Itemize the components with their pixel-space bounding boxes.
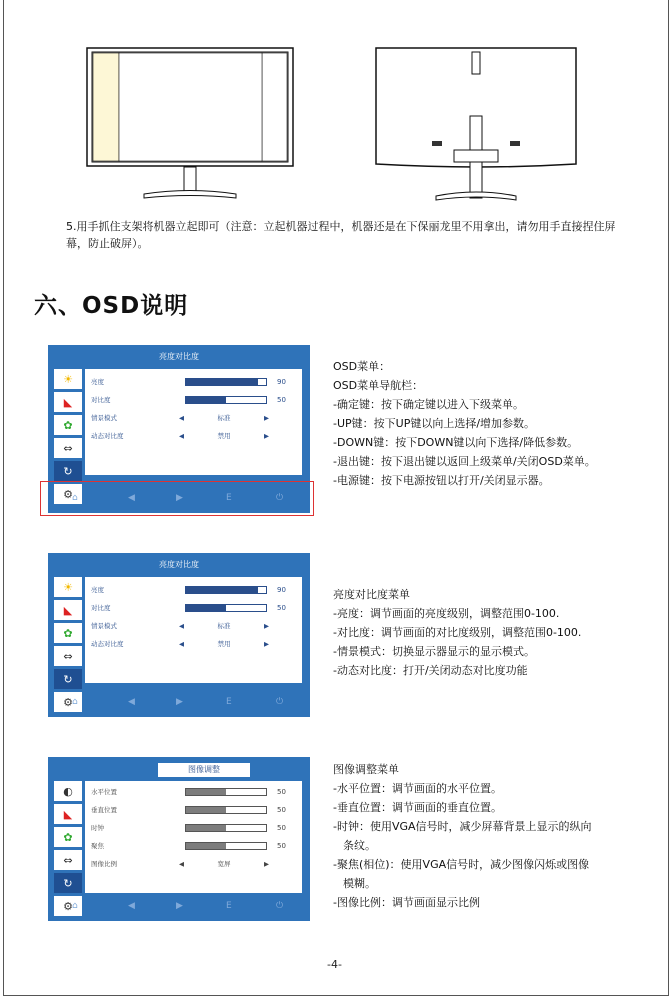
- osd-panel: [85, 369, 302, 475]
- left-arrow-icon: ◀: [179, 640, 184, 648]
- desc-line: 亮度对比度菜单: [333, 588, 410, 601]
- brightness-icon[interactable]: ☀: [54, 577, 82, 597]
- focus-slider[interactable]: [185, 842, 267, 850]
- left-arrow-icon: ◀: [179, 860, 184, 868]
- power-icon[interactable]: ⏻: [276, 901, 284, 911]
- osd-row-v-position[interactable]: [91, 803, 296, 817]
- row-value: 50: [277, 824, 286, 832]
- osd-row-contrast[interactable]: [91, 393, 296, 407]
- left-button[interactable]: ◀: [128, 901, 135, 911]
- right-arrow-icon: ▶: [264, 622, 269, 630]
- section-heading: 六、OSD说明: [34, 293, 189, 319]
- exit-button[interactable]: E: [226, 901, 232, 911]
- image-icon[interactable]: ◣: [54, 804, 82, 824]
- reset-icon[interactable]: ↻: [54, 669, 82, 689]
- osd-row-scene-mode[interactable]: [91, 411, 296, 425]
- option-value: 宽屏: [217, 860, 231, 868]
- color-icon[interactable]: ✿: [54, 827, 82, 847]
- option-value: 标准: [217, 414, 231, 422]
- osd-row-dynamic-contrast[interactable]: [91, 429, 296, 443]
- osd-sidebar: [54, 577, 82, 715]
- osd-row-focus[interactable]: [91, 839, 296, 853]
- osd-row-scene-mode[interactable]: [91, 619, 296, 633]
- osd-row-aspect-ratio[interactable]: [91, 857, 296, 871]
- row-label: 情景模式: [91, 622, 117, 630]
- osd-nav-bar: [48, 697, 310, 711]
- desc-line: 模糊。: [343, 877, 376, 890]
- desc-line: -动态对比度：打开/关闭动态对比度功能: [333, 664, 528, 677]
- row-value: 50: [277, 806, 286, 814]
- left-button[interactable]: ◀: [128, 697, 135, 707]
- osd-position-icon[interactable]: ⇔: [54, 850, 82, 870]
- color-icon[interactable]: ✿: [54, 623, 82, 643]
- osd-row-brightness[interactable]: [91, 583, 296, 597]
- h-position-slider[interactable]: [185, 788, 267, 796]
- desc-line: -退出键：按下退出键以返回上级菜单/关闭OSD菜单。: [333, 455, 596, 468]
- osd-position-icon[interactable]: ⇔: [54, 646, 82, 666]
- monitor-back-illustration: [372, 46, 584, 206]
- row-value: 50: [277, 396, 286, 404]
- row-value: 50: [277, 788, 286, 796]
- row-value: 50: [277, 604, 286, 612]
- osd-title: 图像调整: [158, 763, 250, 777]
- desc-line: -水平位置：调节画面的水平位置。: [333, 782, 502, 795]
- right-arrow-icon: ▶: [264, 860, 269, 868]
- desc-line: OSD菜单导航栏：: [333, 379, 424, 392]
- nav-highlight-box: [40, 481, 314, 516]
- caption-text: 5.用手抓住支架将机器立起即可（注意：立起机器过程中，机器还是在下保丽龙里不用拿出，请勿用手直接捏住屏幕，防止破屏）。: [66, 220, 616, 250]
- osd-sidebar: [54, 781, 82, 919]
- right-arrow-icon: ▶: [264, 640, 269, 648]
- desc-line: -图像比例：调节画面显示比例: [333, 896, 480, 909]
- home-icon[interactable]: ⌂: [72, 493, 78, 503]
- image-adjust-description: [333, 760, 592, 912]
- osd-row-contrast[interactable]: [91, 601, 296, 615]
- image-icon[interactable]: ◣: [54, 600, 82, 620]
- option-value: 禁用: [217, 432, 231, 440]
- settings-icon[interactable]: ⚙: [54, 484, 82, 504]
- row-label: 情景模式: [91, 414, 117, 422]
- right-button[interactable]: ▶: [176, 493, 183, 503]
- brightness-slider[interactable]: [185, 378, 267, 386]
- contrast-slider[interactable]: [185, 396, 267, 404]
- v-position-slider[interactable]: [185, 806, 267, 814]
- right-button[interactable]: ▶: [176, 697, 183, 707]
- osd-image-adjust-menu: [48, 757, 310, 921]
- desc-line: -对比度：调节画面的对比度级别，调整范围0-100.: [333, 626, 582, 639]
- desc-line: -聚焦(相位)：使用VGA信号时，减少图像闪烁或图像: [333, 858, 590, 871]
- osd-row-clock[interactable]: [91, 821, 296, 835]
- desc-line: -电源键：按下电源按钮以打开/关闭显示器。: [333, 474, 550, 487]
- reset-icon[interactable]: ↻: [54, 873, 82, 893]
- row-label: 水平位置: [91, 788, 117, 796]
- row-value: 90: [277, 378, 286, 386]
- row-label: 动态对比度: [91, 432, 124, 440]
- desc-line: -亮度：调节画面的亮度级别，调整范围0-100.: [333, 607, 560, 620]
- left-arrow-icon: ◀: [179, 414, 184, 422]
- monitor-front-illustration: [86, 46, 298, 206]
- desc-line: -情景模式：切换显示器显示的显示模式。: [333, 645, 535, 658]
- row-label: 动态对比度: [91, 640, 124, 648]
- option-value: 禁用: [217, 640, 231, 648]
- contrast-slider[interactable]: [185, 604, 267, 612]
- home-icon[interactable]: ⌂: [72, 697, 78, 707]
- osd-brightness-menu-2: [48, 553, 310, 717]
- osd-position-icon[interactable]: ⇔: [54, 438, 82, 458]
- osd-row-brightness[interactable]: [91, 375, 296, 389]
- brightness-slider[interactable]: [185, 586, 267, 594]
- osd-row-dynamic-contrast[interactable]: [91, 637, 296, 651]
- option-value: 标准: [217, 622, 231, 630]
- power-icon[interactable]: ⏻: [276, 697, 284, 707]
- osd-title: 亮度对比度: [159, 352, 199, 361]
- reset-icon[interactable]: ↻: [54, 461, 82, 481]
- desc-line: 条纹。: [343, 839, 376, 852]
- osd-nav-bar: [48, 901, 310, 915]
- row-value: 90: [277, 586, 286, 594]
- desc-line: -垂直位置：调节画面的垂直位置。: [333, 801, 502, 814]
- desc-line: 图像调整菜单: [333, 763, 399, 776]
- right-button[interactable]: ▶: [176, 901, 183, 911]
- brightness-menu-description: [333, 585, 581, 680]
- left-arrow-icon: ◀: [179, 622, 184, 630]
- home-icon[interactable]: ⌂: [72, 901, 78, 911]
- row-label: 对比度: [91, 604, 111, 612]
- clock-slider[interactable]: [185, 824, 267, 832]
- row-label: 对比度: [91, 396, 111, 404]
- left-arrow-icon: ◀: [179, 432, 184, 440]
- desc-line: -DOWN键：按下DOWN键以向下选择/降低参数。: [333, 436, 579, 449]
- color-icon[interactable]: ✿: [54, 415, 82, 435]
- row-value: 50: [277, 842, 286, 850]
- osd-panel: [85, 781, 302, 893]
- exit-button[interactable]: E: [226, 697, 232, 707]
- right-arrow-icon: ▶: [264, 432, 269, 440]
- settings-icon[interactable]: ⚙: [54, 896, 82, 916]
- osd-panel: [85, 577, 302, 683]
- row-label: 聚焦: [91, 842, 104, 850]
- page-number: -4-: [327, 958, 342, 971]
- exit-button[interactable]: E: [226, 493, 232, 503]
- right-arrow-icon: ▶: [264, 414, 269, 422]
- desc-line: -时钟：使用VGA信号时，减少屏幕背景上显示的纵向: [333, 820, 592, 833]
- settings-icon[interactable]: ⚙: [54, 692, 82, 712]
- row-label: 图像比例: [91, 860, 117, 868]
- row-label: 垂直位置: [91, 806, 117, 814]
- osd-row-h-position[interactable]: [91, 785, 296, 799]
- desc-line: -确定键：按下确定键以进入下级菜单。: [333, 398, 524, 411]
- osd-title: 亮度对比度: [159, 560, 199, 569]
- desc-line: -UP键：按下UP键以向上选择/增加参数。: [333, 417, 536, 430]
- image-icon[interactable]: ◣: [54, 392, 82, 412]
- power-icon[interactable]: ⏻: [276, 493, 284, 503]
- left-button[interactable]: ◀: [128, 493, 135, 503]
- row-label: 亮度: [91, 378, 104, 386]
- brightness-icon[interactable]: ☀: [54, 369, 82, 389]
- row-label: 时钟: [91, 824, 104, 832]
- osd-nav-description: [333, 357, 596, 490]
- desc-line: OSD菜单：: [333, 360, 391, 373]
- row-label: 亮度: [91, 586, 104, 594]
- brightness-icon[interactable]: ◐: [54, 781, 82, 801]
